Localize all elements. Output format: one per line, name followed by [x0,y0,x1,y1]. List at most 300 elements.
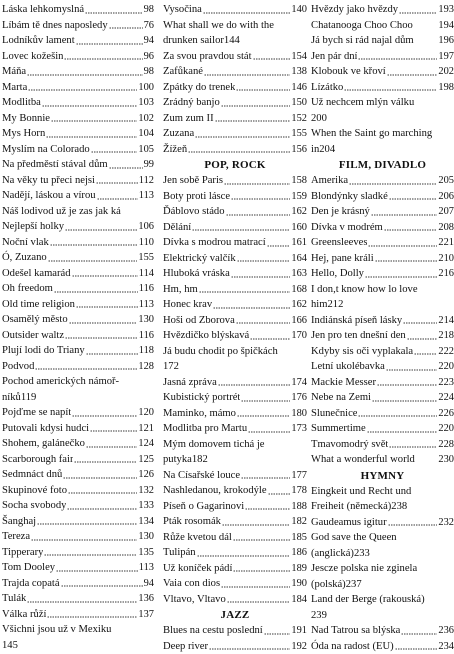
dot-leader [65,335,138,339]
entry-title: Já budu chodit po špičkách [163,344,307,360]
index-entry [2,529,154,545]
index-entry [2,591,154,607]
entry-continuation [311,608,454,624]
index-entry [311,313,454,329]
dot-leader [241,475,290,479]
entry-page-number: 222 [438,344,454,360]
index-entry [2,49,154,65]
index-entry [163,390,307,406]
entry-title: Já bych si rád najal dům [311,33,414,49]
entry-title: Noční vlak [2,235,49,251]
dot-leader [46,134,137,138]
dot-leader [233,537,291,541]
entry-title: Old time religion [2,297,75,313]
dot-leader [248,429,290,433]
index-entry [163,64,307,80]
dot-leader [233,568,290,572]
dot-leader [35,366,137,370]
entry-page-number: 230 [438,452,454,468]
entry-title: Hvězdy jako hvězdy [311,2,398,18]
entry-page-number: 144 [224,33,240,49]
entry-page-number: 221 [438,235,454,251]
entry-page-number: 96 [144,49,154,65]
index-entry [311,189,454,205]
entry-title: I don,t know how lo love [311,282,454,298]
dot-leader [227,599,291,603]
index-entry [311,359,454,375]
dot-leader [195,134,290,138]
entry-title: Freiheit (německá) [311,499,391,515]
index-entry [2,514,154,530]
dot-leader [199,289,291,293]
index-entry [163,639,307,654]
entry-page-number: 172 [163,359,179,375]
entry-title: Máňa [2,64,26,80]
dot-leader [63,475,137,479]
entry-page-number: 126 [138,467,154,483]
entry-page-number: 212 [327,297,343,313]
entry-title: What a wonderful world [311,452,415,468]
entry-page-number: 162 [291,204,307,220]
dot-leader [42,103,138,107]
entry-title: níků [2,390,21,406]
entry-page-number: 197 [438,49,454,65]
entry-title: Zum zum II [163,111,214,127]
entry-title: What shall we do with the [163,18,307,34]
entry-title: Den je krásný [311,204,370,220]
entry-continuation [311,142,454,158]
entry-page-number: 120 [138,405,154,421]
index-entry [2,126,154,142]
dot-leader [384,227,438,231]
entry-page-number: 185 [291,530,307,546]
entry-page-number: 204 [319,142,335,158]
index-entry [2,421,154,437]
entry-page-number: 224 [438,390,454,406]
entry-page-number: 190 [291,576,307,592]
index-entry [163,328,307,344]
entry-page-number: 207 [438,204,454,220]
dot-leader [401,631,437,635]
index-entry [2,622,154,653]
dot-leader [224,181,290,185]
entry-title: Mackie Messer [311,375,376,391]
index-entry [163,204,307,220]
entry-title: Válka růží [2,607,46,623]
entry-title: Nashledanou, krokodýle [163,483,267,499]
entry-page-number: 239 [311,608,327,624]
section-heading: FILM, DIVADLO [311,157,454,173]
entry-title: Náš lodivod už je zas jak ká [2,204,121,220]
index-column-1 [2,2,154,653]
index-column-2 [163,2,307,654]
index-entry [163,437,307,468]
entry-page-number: 184 [291,592,307,608]
index-entry [163,18,307,49]
dot-leader [415,41,438,45]
index-entry [311,530,454,561]
index-entry [163,251,307,267]
entry-title: Sedmnáct dnů [2,467,62,483]
entry-page-number: 188 [291,499,307,515]
entry-title: Plují lodi do Triany [2,343,85,359]
entry-page-number: 168 [291,282,307,298]
dot-leader [213,305,290,309]
dot-leader [69,320,138,324]
entry-page-number: 116 [139,328,154,344]
entry-page-number: 223 [438,375,454,391]
dot-leader [395,646,438,650]
dot-leader [236,87,290,91]
index-entry [2,33,154,49]
index-entry [311,452,454,468]
entry-title: Podvod [2,359,34,375]
entry-page-number: 164 [291,251,307,267]
entry-page-number: 152 [291,111,307,127]
entry-title: Hej, pane králi [311,251,374,267]
entry-page-number: 182 [192,452,208,468]
entry-title: Jasná zpráva [163,375,217,391]
index-entry [311,390,454,406]
dot-leader [407,336,438,340]
entry-title: Pták rosomák [163,514,221,530]
index-entry [2,2,154,18]
entry-title: (anglická) [311,546,354,562]
entry-continuation [163,452,307,468]
entry-page-number: 113 [139,560,154,576]
entry-title: Odešel kamarád [2,266,71,282]
entry-title: Blondýnky sladké [311,189,388,205]
index-entry [163,592,307,608]
entry-page-number: 130 [138,529,154,545]
entry-page-number: 121 [138,421,154,437]
entry-title: Ďáblovo stádo [163,204,225,220]
index-entry [311,266,454,282]
dot-leader [399,10,437,14]
entry-page-number: 76 [144,18,154,34]
dot-leader [358,413,437,417]
dot-leader [221,584,290,588]
entry-page-number: 146 [291,80,307,96]
entry-title: Eingkeit und Recht und [311,484,454,500]
dot-leader [358,56,437,60]
entry-page-number: 170 [291,328,307,344]
entry-continuation [311,546,454,562]
entry-title: Tom Dooley [2,560,55,576]
section-heading: JAZZ [163,607,307,623]
dot-leader [27,72,142,76]
entry-page-number: 166 [291,313,307,329]
entry-title: putyka [163,452,192,468]
index-entry [311,515,454,531]
entry-page-number: 214 [438,313,454,329]
entry-title: Hm, hm [163,282,198,298]
entry-page-number: 234 [438,639,454,654]
dot-leader [37,521,137,525]
index-entry [2,18,154,34]
entry-title: Ó, Zuzano [2,250,47,266]
entry-title: Myslím na Colorado [2,142,90,158]
entry-page-number: 132 [138,483,154,499]
index-entry [2,281,154,297]
index-entry [163,173,307,189]
index-entry [311,639,454,654]
entry-page-number: 150 [291,95,307,111]
entry-continuation [311,111,454,127]
dot-leader [64,56,142,60]
dot-leader [386,367,438,371]
index-entry [311,251,454,267]
index-entry [2,80,154,96]
dot-leader [85,10,143,14]
entry-title: Tmavomodrý svět [311,437,388,453]
dot-leader [221,103,291,107]
index-entry [2,266,154,282]
index-entry [311,95,454,126]
index-entry [163,49,307,65]
entry-title: him [311,297,327,313]
index-entry [163,142,307,158]
section-heading: POP, ROCK [163,157,307,173]
entry-title: in [311,142,319,158]
dot-leader [387,72,438,76]
dot-leader [48,258,138,262]
entry-page-number: 163 [291,266,307,282]
dot-leader [192,227,290,231]
index-entry [2,142,154,158]
entry-title: Socha svobody [2,498,66,514]
index-entry [311,592,454,623]
entry-continuation [2,390,154,406]
entry-title: Marta [2,80,27,96]
entry-page-number: 98 [144,2,154,18]
index-entry [2,204,154,220]
entry-title: Blues na cestu poslední [163,623,263,639]
dot-leader [389,444,437,448]
entry-page-number: 119 [21,390,37,406]
entry-page-number: 161 [291,235,307,251]
entry-page-number: 125 [138,452,154,468]
dot-leader [367,429,438,433]
entry-title: Žížeň [163,142,187,158]
index-entry [163,313,307,329]
entry-page-number: 155 [138,250,154,266]
dot-leader [250,336,290,340]
index-entry [311,484,454,515]
entry-page-number: 137 [138,607,154,623]
index-entry [2,111,154,127]
dot-leader [368,243,437,247]
entry-page-number: 156 [291,142,307,158]
dot-leader [375,258,438,262]
entry-title: Hvězdičko blýskavá [163,328,249,344]
entry-page-number: 110 [139,235,154,251]
dot-leader [416,460,438,464]
entry-title: Všichni jsou už v Mexiku [2,622,154,638]
dot-leader [241,398,290,402]
dot-leader [91,149,138,153]
entry-page-number: 118 [139,343,154,359]
index-entry [311,64,454,80]
entry-title: Indiánská píseň lásky [311,313,402,329]
entry-title: Lovec kožešin [2,49,63,65]
dot-leader [371,212,438,216]
dot-leader [72,413,137,417]
entry-page-number: 124 [138,436,154,452]
dot-leader [414,25,438,29]
dot-leader [86,351,138,355]
entry-page-number: 113 [139,297,154,313]
entry-title: Vysočina [163,2,202,18]
index-entry [2,157,154,173]
entry-title: Land der Berge (rakouská) [311,592,454,608]
index-entry [2,374,154,405]
entry-title: Láska lehkomyslná [2,2,84,18]
entry-page-number: 206 [438,189,454,205]
entry-page-number: 220 [438,421,454,437]
dot-leader [50,242,138,246]
dot-leader [344,87,437,91]
index-entry [2,560,154,576]
entry-title: My Bonnie [2,111,50,127]
index-entry [2,467,154,483]
entry-title: Nadějí, láskou a vírou [2,188,96,204]
entry-title: (polská) [311,577,346,593]
dot-leader [74,459,137,463]
dot-leader [222,522,290,526]
dot-leader [372,398,437,402]
entry-title: When the Saint go marching [311,126,454,142]
entry-title: Honec krav [163,297,212,313]
entry-page-number: 174 [291,375,307,391]
entry-page-number: 233 [354,546,370,562]
entry-page-number: 160 [291,220,307,236]
entry-title: Modlitba pro Martu [163,421,247,437]
entry-title: Tulipán [163,545,196,561]
index-entry [2,545,154,561]
entry-page-number: 208 [438,220,454,236]
entry-page-number: 154 [291,49,307,65]
index-entry [311,49,454,65]
entry-page-number: 202 [438,64,454,80]
index-entry [2,173,154,189]
dot-leader [264,631,291,635]
index-entry [2,498,154,514]
entry-title: Jen pár dní [311,49,357,65]
entry-title: Píseň o Gagarinovi [163,499,244,515]
entry-title: Už nechcem mlýn válku [311,95,454,111]
entry-title: Gaudeamus igitur [311,515,387,531]
entry-title: Líbám tě dnes naposledy [2,18,108,34]
entry-page-number: 114 [139,266,154,282]
entry-page-number: 232 [438,515,454,531]
index-entry [2,312,154,328]
dot-leader [209,646,290,650]
entry-title: Skupinové foto [2,483,67,499]
index-entry [2,95,154,111]
entry-title: Dělání [163,220,191,236]
dot-leader [96,180,138,184]
entry-page-number: 99 [144,157,154,173]
entry-title: Amerika [311,173,348,189]
dot-leader [268,491,291,495]
entry-title: Modlitba [2,95,41,111]
entry-page-number: 193 [438,2,454,18]
entry-page-number: 135 [138,545,154,561]
entry-page-number: 191 [291,623,307,639]
entry-title: Dívka s modrou matrací [163,235,266,251]
entry-page-number: 205 [438,173,454,189]
index-entry [311,126,454,157]
entry-title: Outsider waltz [2,328,64,344]
index-entry [2,452,154,468]
index-entry [311,220,454,236]
entry-page-number: 186 [291,545,307,561]
index-entry [163,126,307,142]
index-entry [163,375,307,391]
entry-page-number: 178 [291,483,307,499]
entry-continuation [311,297,454,313]
index-entry [2,219,154,235]
entry-page-number: 138 [291,64,307,80]
index-entry [2,576,154,592]
dot-leader [76,304,138,308]
entry-page-number: 189 [291,561,307,577]
entry-page-number: 128 [138,359,154,375]
index-entry [2,297,154,313]
index-entry [311,204,454,220]
dot-leader [403,320,437,324]
entry-page-number: 194 [438,18,454,34]
index-entry [2,405,154,421]
entry-page-number: 133 [138,498,154,514]
entry-title: Na předměstí stával dům [2,157,108,173]
entry-continuation [311,499,454,515]
index-entry [163,576,307,592]
dot-leader [237,413,290,417]
entry-page-number: 177 [291,468,307,484]
dot-leader [47,614,137,618]
entry-page-number: 220 [438,359,454,375]
entry-page-number: 228 [438,437,454,453]
entry-page-number: 106 [138,219,154,235]
index-entry [163,483,307,499]
dot-leader [51,118,137,122]
entry-continuation [163,359,307,375]
entry-title: Tulák [2,591,26,607]
entry-title: Greensleeves [311,235,367,251]
index-column-3 [311,2,454,654]
index-entry [311,421,454,437]
entry-page-number: 113 [139,188,154,204]
entry-page-number: 218 [438,328,454,344]
entry-title: Na věky tu přeci nejsi [2,173,95,189]
entry-title: Vaia con dios [163,576,220,592]
dot-leader [349,181,437,185]
dot-leader [231,196,290,200]
entry-title: Nebe na Zemi [311,390,371,406]
index-entry [163,344,307,375]
index-entry [311,623,454,639]
entry-page-number: 103 [138,95,154,111]
index-entry [311,282,454,313]
entry-title: Pochod amerických námoř- [2,374,154,390]
entry-title: Letní ukolébavka [311,359,385,375]
index-entry [163,266,307,282]
index-entry [163,220,307,236]
entry-title: Kdyby sis oči vyplakala [311,344,413,360]
index-entry [163,406,307,422]
